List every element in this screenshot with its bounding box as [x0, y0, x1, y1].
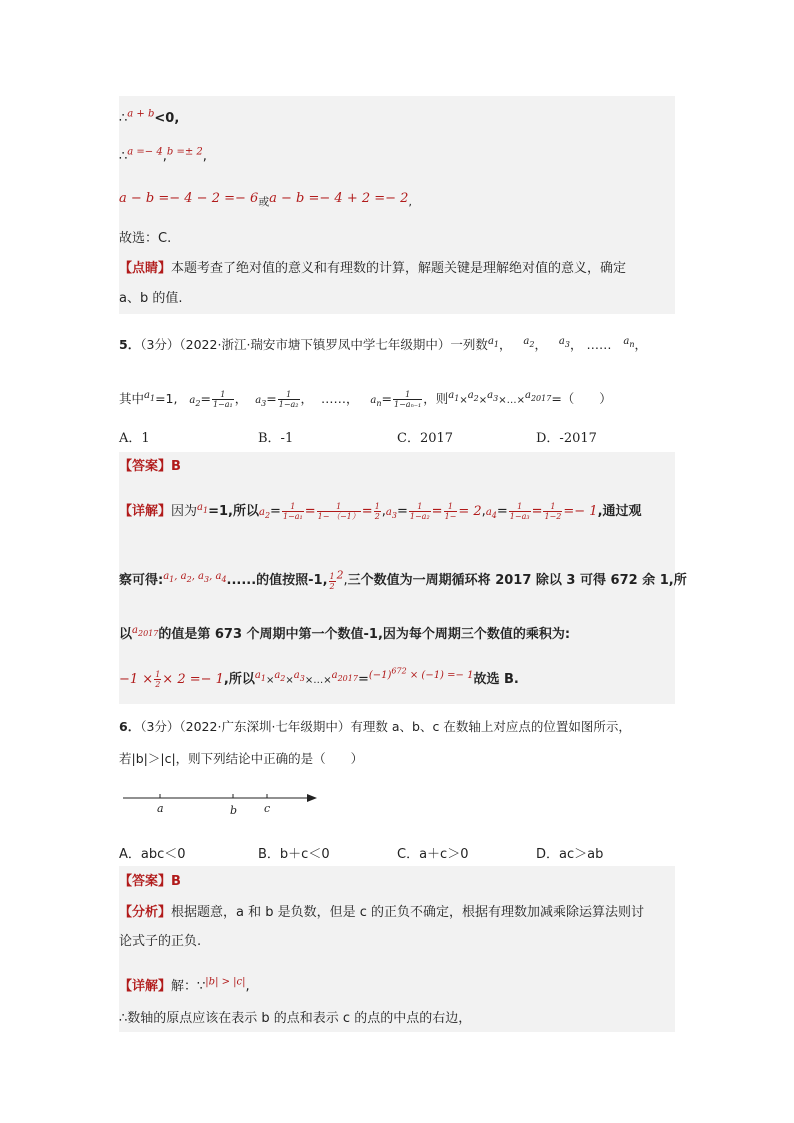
- q6-analysis-2: 论式子的正负.: [119, 934, 202, 949]
- q5-option-b: B．-1: [258, 431, 294, 446]
- sol4-line2: ∴$^{a =- 4}$,$^{b =\pm 2}$,: [119, 146, 207, 164]
- label-c: c: [264, 802, 271, 815]
- number-line-arrow: [307, 794, 317, 802]
- q6-option-a: A．abc＜0: [119, 847, 186, 862]
- sol4-comment-2: a、b 的值.: [119, 291, 183, 306]
- sol4-line3: $a - b =- 4 - 2 =- 6_或a - b =- 4 + 2 =- 2_,$: [119, 191, 412, 209]
- q6-stem-line1: 6．（3分）（2022·广东深圳·七年级期中）有理数 a、b、c 在数轴上对应点的位置如图所示，: [119, 719, 631, 734]
- q5-detail-line3: 以$^{a_{2017}}$的值是第 673 个周期中第一个数值-1,因为每个周期三个数值的乘积为:: [119, 624, 571, 642]
- sol4-answer: 故选：C.: [119, 231, 172, 246]
- q5-detail-line1: 【详解】因为$^{a_1}$=1,所以$a_2=$ $\frac{1}{\text{1−a₁}}$ = $\frac{1}{1- (-1)}$ = $\frac{1}{2}$ $,a_3=$ $\frac{1}{\text{1−a₂}}$ = $\frac{1}{1-}$ = $2,a_4=$ $\frac{1}{\text{1−a₃}}$ = $\frac{1}{1-2}$ =− 1,通过观: [119, 501, 642, 521]
- q6-detail-line2: ∴数轴的原点应该在表示 b 的点和表示 c 的点的中点的右边，: [119, 1011, 472, 1026]
- q6-stem-line2: 若|b|＞|c|，则下列结论中正确的是（ ）: [119, 751, 364, 766]
- solution-band-q6: [119, 866, 675, 1032]
- q6-answer: 【答案】B: [119, 874, 181, 889]
- q6-option-c: C．a＋c＞0: [397, 847, 469, 862]
- q5-stem-line2: 其中$^{a_1}$=1, $a_2=$ $\frac{1}{\text{1−a₁}}$ ， $a_3=$ $\frac{1}{\text{1−a₂}}$ ， ……， $a_n=$ $\frac{1}{\text{1−aₙ₋₁}}$ ，则$^{a_1}$×$^{a_2}$×$^{a_3}$×…×$^{a_{2017}}$=（ ）: [119, 389, 612, 409]
- q5-option-c: C．2017: [397, 431, 454, 446]
- q5-answer: 【答案】B: [119, 459, 181, 474]
- label-a: a: [157, 802, 164, 815]
- q5-option-d: D．-2017: [536, 431, 597, 446]
- q6-option-b: B．b＋c＜0: [258, 847, 330, 862]
- sol4-line1: ∴$^{a + b}$<0,: [119, 108, 180, 126]
- q5-detail-line2: 察可得:$^{a_1, a_2, a_3, a_4}$......的值按照-1, $^{\frac{1}{2}}$ $^2$,三个数值为一周期循环将 2017 除以 3 可得 672 余 1,所: [119, 568, 687, 591]
- sol4-comment: 【点睛】本题考查了绝对值的意义和有理数的计算，解题关键是理解绝对值的意义，确定: [119, 261, 627, 276]
- q5-option-a: A．1: [119, 431, 150, 446]
- q6-option-d: D．ac＞ab: [536, 847, 604, 862]
- number-line-figure: [119, 788, 324, 820]
- q5-detail-line4: −1 × $\frac{1}{2}$ × 2 =− 1,所以$^{a_1}$×$^{a_2}$×$^{a_3}$×…×$^{a_{2017}}$=$^{(-1)^{672} \times (-1) =- 1}$故选 B.: [119, 666, 519, 689]
- q6-detail-line1: 【详解】解：∵$^{|b| > |c|}$,: [119, 976, 250, 994]
- label-b: b: [230, 804, 238, 817]
- q6-analysis: 【分析】根据题意，a 和 b 是负数，但是 c 的正负不确定，根据有理数加减乘除运算法则讨: [119, 905, 645, 920]
- q5-stem-line1: 5．（3分）（2022·浙江·瑞安市塘下镇罗凤中学七年级期中）一列数$^{a_1}$， $^{a_2}$， $^{a_3}$， …… $^{a_n}$，: [119, 335, 648, 352]
